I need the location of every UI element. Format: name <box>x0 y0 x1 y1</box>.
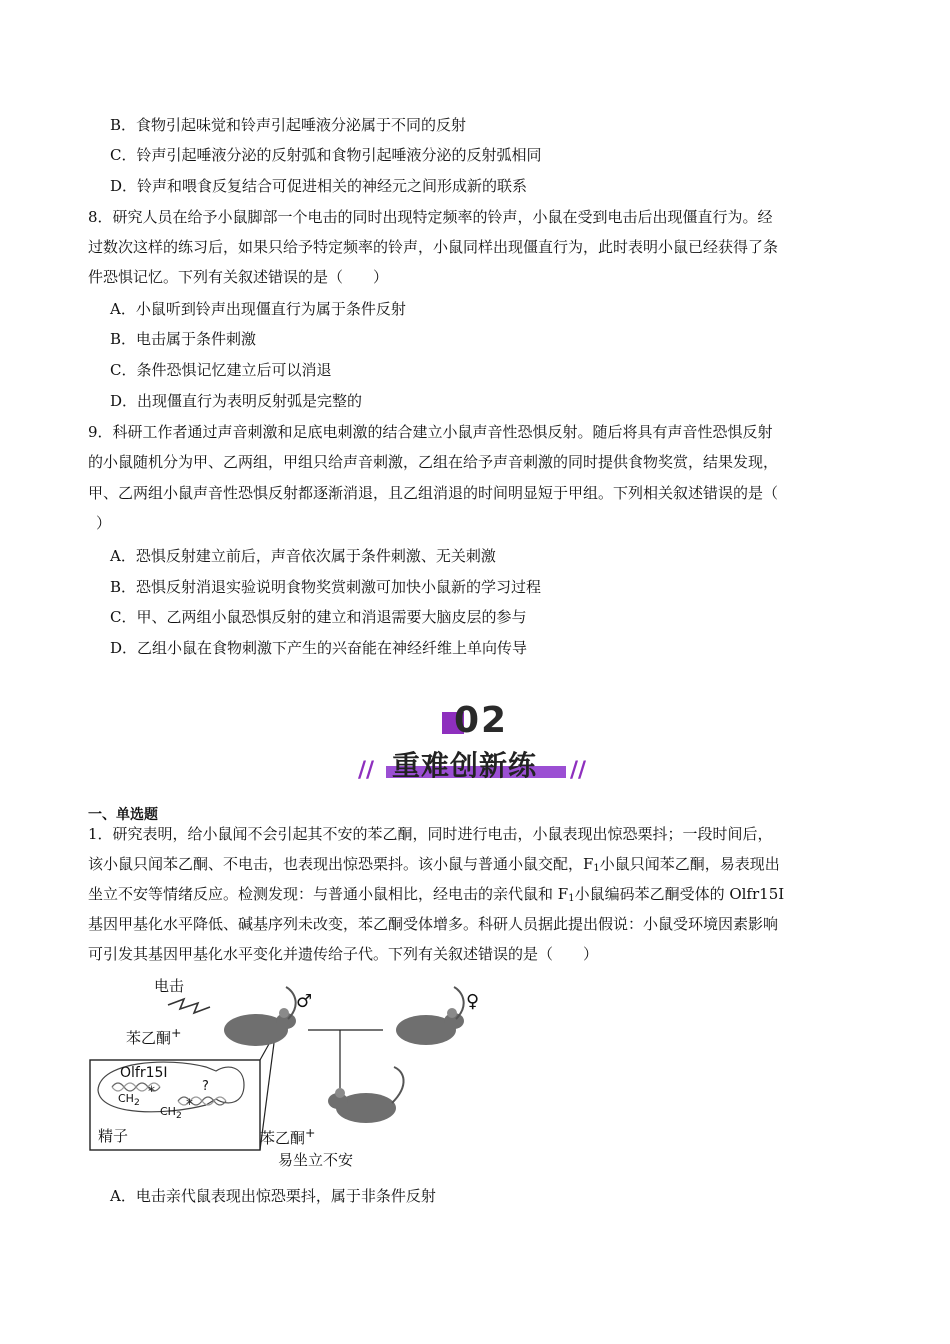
male-symbol: ♂ <box>296 991 313 1012</box>
question-mark: ? <box>202 1079 209 1094</box>
ch2-text: CH <box>160 1105 176 1118</box>
q1-figure <box>88 975 488 1175</box>
plus-sign: + <box>305 1125 316 1140</box>
q9-line-3: 甲、乙两组小鼠声音性恐惧反射都逐渐消退，且乙组消退的时间明显短于甲组。下列相关叙述错误的是（ <box>88 484 779 502</box>
q8-line-3: 件恐惧记忆。下列有关叙述错误的是（ ） <box>88 268 389 286</box>
q1-line-1: 1．研究表明，给小鼠闻不会引起其不安的苯乙酮，同时进行电击，小鼠表现出惊恐栗抖；一段时间后， <box>88 825 773 843</box>
q1-line-2-text-a: 该小鼠只闻苯乙酮、不电击，也表现出惊恐栗抖。该小鼠与普通小鼠交配，F <box>88 855 594 873</box>
q9-line-4: ） <box>96 514 112 532</box>
option-c: C．铃声引起唾液分泌的反射弧和食物引起唾液分泌的反射弧相同 <box>110 146 542 164</box>
subscript-1: 1 <box>593 863 600 874</box>
q9-option-d: D．乙组小鼠在食物刺激下产生的兴奋能在神经纤维上单向传导 <box>110 639 528 657</box>
ch2-subscript: 2 <box>133 1097 140 1109</box>
banner-slash-right: // <box>570 758 587 783</box>
ch2-text: CH <box>118 1092 134 1105</box>
q8-option-a: A．小鼠听到铃声出现僵直行为属于条件反射 <box>110 300 406 318</box>
child-odor-text: 苯乙酮 <box>260 1129 306 1147</box>
child-odor-label <box>260 1125 316 1148</box>
q1-line-3-text-b: 小鼠编码苯乙酮受体的 Olfr15I <box>574 885 785 903</box>
q9-line-2: 的小鼠随机分为甲、乙两组，甲组只给声音刺激，乙组在给予声音刺激的同时提供食物奖赏，结果发现， <box>88 453 779 471</box>
plus-sign: + <box>171 1025 182 1040</box>
mouse-icon <box>224 987 296 1046</box>
q8-option-c: C．条件恐惧记忆建立后可以消退 <box>110 361 332 379</box>
section-heading: 一、单选题 <box>88 807 158 823</box>
sperm-label: 精子 <box>98 1127 129 1145</box>
parent-odor-text: 苯乙酮 <box>126 1029 172 1047</box>
ch2-label <box>118 1092 140 1108</box>
q1-option-a: A．电击亲代鼠表现出惊恐栗抖，属于非条件反射 <box>110 1187 436 1205</box>
child-result-label: 易坐立不安 <box>278 1151 354 1169</box>
q1-line-2 <box>88 853 780 880</box>
q9-option-c: C．甲、乙两组小鼠恐惧反射的建立和消退需要大脑皮层的参与 <box>110 608 527 626</box>
section-banner <box>358 700 590 790</box>
gene-label: Olfr15I <box>120 1065 168 1081</box>
lightning-icon <box>168 999 210 1013</box>
option-b: B．食物引起味觉和铃声引起唾液分泌属于不同的反射 <box>110 116 467 134</box>
q1-line-4: 基因甲基化水平降低、碱基序列未改变，苯乙酮受体增多。科研人员据此提出假说：小鼠受环境因素影响 <box>88 915 779 933</box>
q9-line-1: 9．科研工作者通过声音刺激和足底电刺激的结合建立小鼠声音性恐惧反射。随后将具有声音性恐惧反射 <box>88 423 773 441</box>
q9-option-b: B．恐惧反射消退实验说明食物奖赏刺激可加快小鼠新的学习过程 <box>110 578 542 596</box>
q1-line-3-text-a: 坐立不安等情绪反应。检测发现：与普通小鼠相比，经电击的亲代鼠和 F <box>88 885 569 903</box>
banner-number: 02 <box>454 700 509 741</box>
mouse-icon <box>396 987 464 1045</box>
parent-odor-label <box>126 1025 182 1048</box>
option-d: D．铃声和喂食反复结合可促进相关的神经元之间形成新的联系 <box>110 177 528 195</box>
q9-option-a: A．恐惧反射建立前后，声音依次属于条件刺激、无关刺激 <box>110 547 496 565</box>
banner-title: 重难创新练 <box>392 749 538 782</box>
shock-label: 电击 <box>154 977 185 995</box>
ch2-label <box>160 1105 182 1121</box>
q1-line-3 <box>88 883 784 910</box>
female-symbol: ♀ <box>466 991 480 1012</box>
q8-option-b: B．电击属于条件刺激 <box>110 330 257 348</box>
q8-line-2: 过数次这样的练习后，如果只给予特定频率的铃声，小鼠同样出现僵直行为，此时表明小鼠已经获得了条 <box>88 238 779 256</box>
ch2-subscript: 2 <box>175 1110 182 1122</box>
subscript-1: 1 <box>568 893 575 904</box>
banner-slash-left: // <box>358 758 375 783</box>
q1-line-2-text-b: 小鼠只闻苯乙酮，易表现出 <box>599 855 780 873</box>
q8-line-1: 8．研究人员在给予小鼠脚部一个电击的同时出现特定频率的铃声，小鼠在受到电击后出现僵直行为。经 <box>88 208 773 226</box>
asterisk-icon: * <box>186 1097 193 1113</box>
mouse-icon <box>328 1067 404 1123</box>
asterisk-icon: * <box>148 1084 155 1100</box>
q8-option-d: D．出现僵直行为表明反射弧是完整的 <box>110 392 363 410</box>
q1-line-5: 可引发其基因甲基化水平变化并遗传给子代。下列有关叙述错误的是（ ） <box>88 945 599 963</box>
